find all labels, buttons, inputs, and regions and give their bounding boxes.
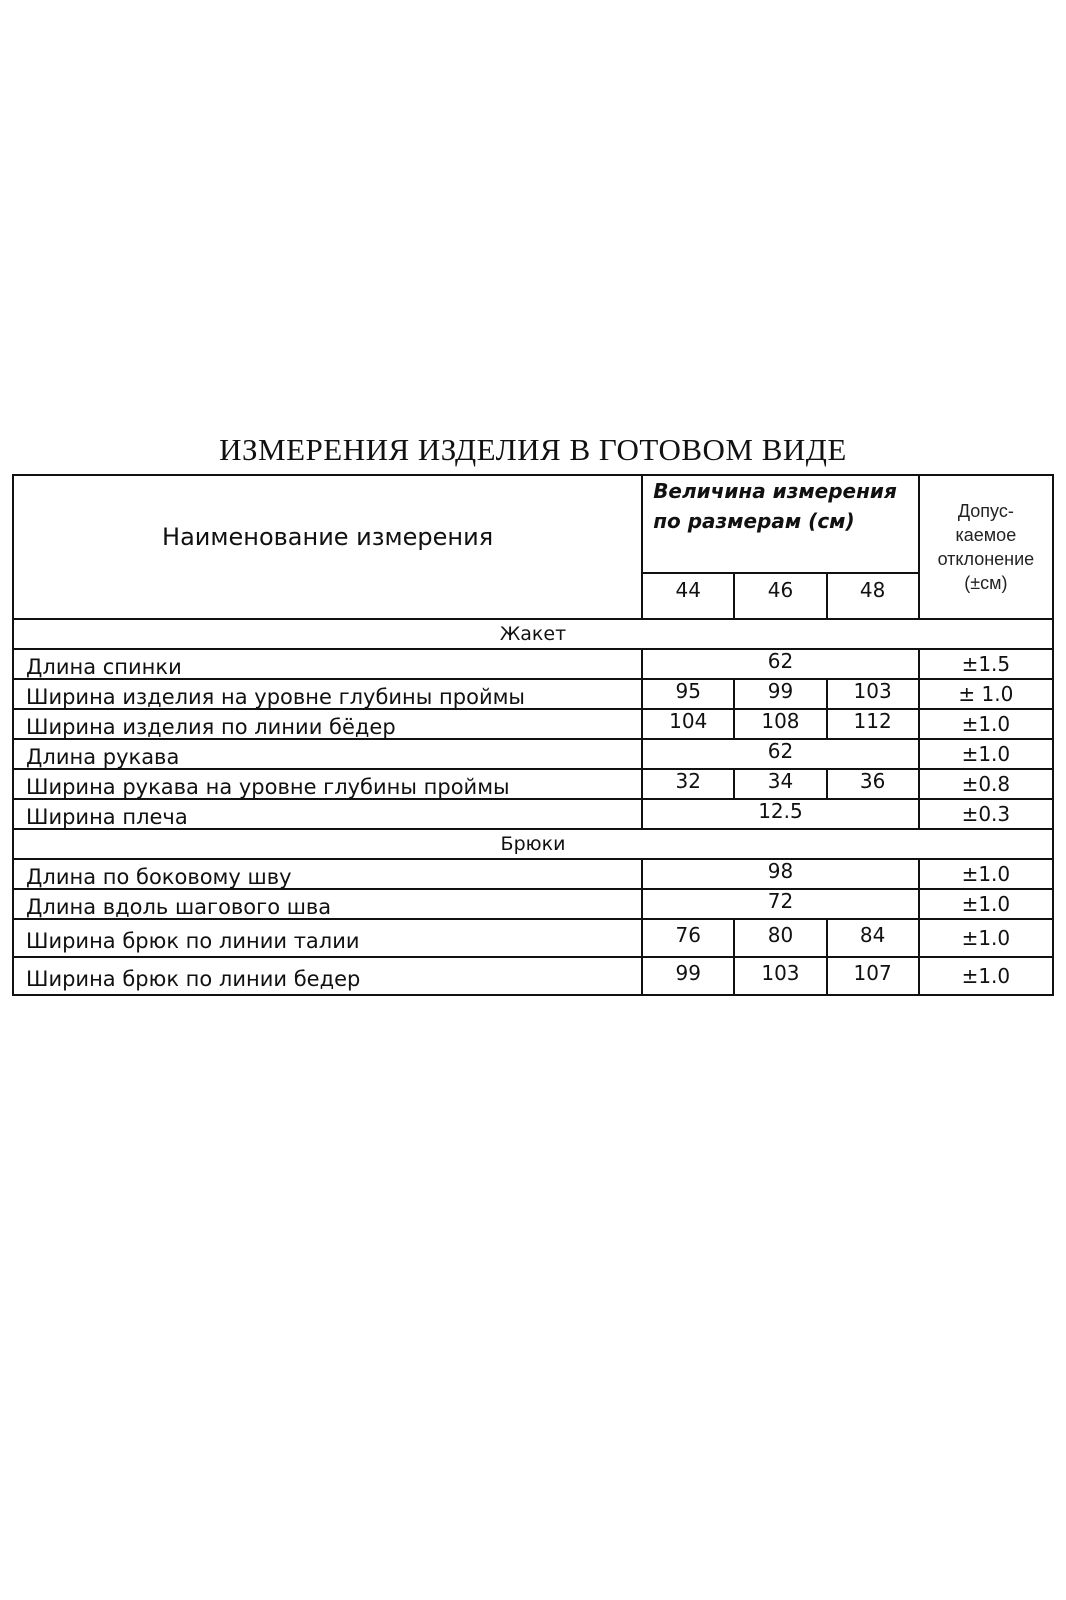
table-row <box>13 957 1053 995</box>
tolerance-value: ±1.0 <box>919 957 1053 995</box>
document-title: ИЗМЕРЕНИЯ ИЗДЕЛИЯ В ГОТОВОМ ВИДЕ <box>219 432 847 467</box>
measurement-value: 12.5 <box>642 799 919 829</box>
measurement-value: 80 <box>734 919 826 957</box>
measurement-value: 99 <box>642 957 734 995</box>
measurement-value: 72 <box>642 889 919 919</box>
tolerance-header-line: каемое <box>955 525 1017 545</box>
section-title: Брюки <box>13 829 1053 859</box>
table-row <box>13 679 1053 709</box>
measurement-value: 99 <box>734 679 826 709</box>
measurement-name: Длина спинки <box>13 649 642 679</box>
measurement-value: 108 <box>734 709 826 739</box>
tolerance-header-line: отклонение <box>937 549 1035 569</box>
size-48-header: 48 <box>827 573 919 619</box>
measurement-value: 103 <box>734 957 826 995</box>
tolerance-value: ± 1.0 <box>919 679 1053 709</box>
measurement-value: 76 <box>642 919 734 957</box>
section-title: Жакет <box>13 619 1053 649</box>
measurement-value: 84 <box>827 919 919 957</box>
header-row-top <box>13 475 1053 573</box>
tolerance-value: ±1.5 <box>919 649 1053 679</box>
tolerance-value: ±1.0 <box>919 919 1053 957</box>
measurement-value: 98 <box>642 859 919 889</box>
measurement-name: Ширина плеча <box>13 799 642 829</box>
table-row <box>13 889 1053 919</box>
measurement-value: 112 <box>827 709 919 739</box>
measurement-value: 62 <box>642 649 919 679</box>
table-row <box>13 859 1053 889</box>
measurement-value: 95 <box>642 679 734 709</box>
measurement-name: Ширина брюк по линии бедер <box>13 957 642 995</box>
measurement-name: Ширина изделия по линии бёдер <box>13 709 642 739</box>
measurement-name: Ширина изделия на уровне глубины проймы <box>13 679 642 709</box>
sizes-header: Величина измерения по размерам (см) <box>642 475 919 573</box>
measurement-name-header: Наименование измерения <box>13 475 642 619</box>
size-46-header: 46 <box>734 573 826 619</box>
measurement-value: 103 <box>827 679 919 709</box>
measurement-name: Длина рукава <box>13 739 642 769</box>
tolerance-value: ±0.8 <box>919 769 1053 799</box>
tolerance-header <box>919 475 1053 619</box>
measurement-name: Ширина рукава на уровне глубины проймы <box>13 769 642 799</box>
tolerance-value: ±1.0 <box>919 859 1053 889</box>
section-row-jacket <box>13 619 1053 649</box>
measurement-value: 62 <box>642 739 919 769</box>
measurement-value: 34 <box>734 769 826 799</box>
measurements-table <box>12 474 1054 996</box>
table-row <box>13 649 1053 679</box>
tolerance-value: ±1.0 <box>919 739 1053 769</box>
size-44-header: 44 <box>642 573 734 619</box>
table-row <box>13 799 1053 829</box>
measurement-value: 107 <box>827 957 919 995</box>
measurement-value: 104 <box>642 709 734 739</box>
measurement-name: Длина по боковому шву <box>13 859 642 889</box>
tolerance-header-line: (±см) <box>964 573 1008 593</box>
tolerance-header-line: Допус- <box>957 501 1014 521</box>
measurement-value: 32 <box>642 769 734 799</box>
table-row <box>13 919 1053 957</box>
measurement-value: 36 <box>827 769 919 799</box>
tolerance-value: ±1.0 <box>919 709 1053 739</box>
tolerance-value: ±0.3 <box>919 799 1053 829</box>
section-row-trousers <box>13 829 1053 859</box>
measurement-name: Ширина брюк по линии талии <box>13 919 642 957</box>
tolerance-value: ±1.0 <box>919 889 1053 919</box>
table-row <box>13 739 1053 769</box>
measurement-name: Длина вдоль шагового шва <box>13 889 642 919</box>
table-row <box>13 769 1053 799</box>
table-row <box>13 709 1053 739</box>
